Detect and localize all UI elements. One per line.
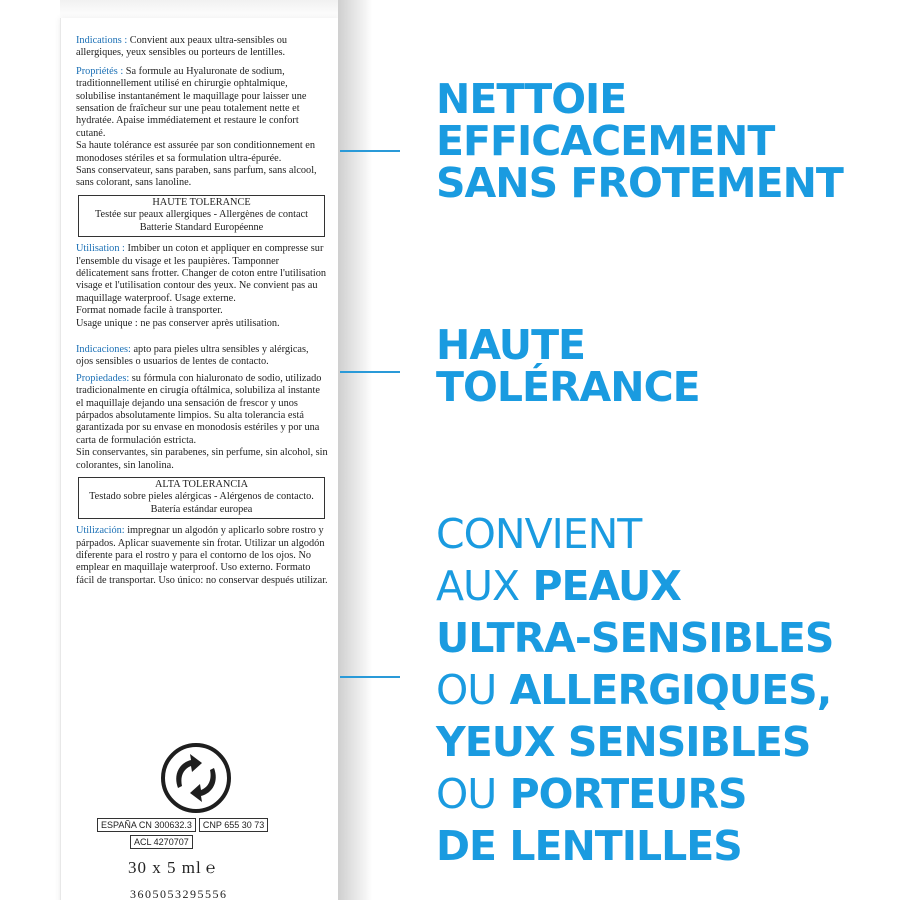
box-top-edge <box>60 0 338 18</box>
claim-skin <box>436 508 833 872</box>
es-usage <box>76 525 328 587</box>
claim3-line5: YEUX SENSIBLES <box>436 718 811 766</box>
claim2-line2: TOLÉRANCE <box>436 363 700 411</box>
fr-tolerance-box <box>78 195 325 237</box>
claim2-line1: HAUTE <box>436 321 586 369</box>
volume <box>128 858 216 878</box>
claim-cleanses <box>436 75 843 207</box>
fr-tolerance-text: Sa haute tolérance est assurée par son conditionnement en monodoses stériles et sa formulation ultra-épurée. <box>76 140 316 164</box>
claim3-line4 <box>436 664 833 716</box>
fr-properties <box>76 66 328 140</box>
es-indications-text: apto para pieles ultra sensibles y alérgicas, ojos sensibles o usuarios de lentes de contacto. <box>76 343 309 368</box>
es-indications <box>76 344 328 369</box>
es-tolerance-box-text: Testado sobre pieles alérgicas - Alérgenos de contacto. Batería estándar europea <box>89 491 314 515</box>
claim3-line2 <box>436 560 833 612</box>
fr-tolerance-box-text: Testée sur peaux allergiques - Allergènes de contact Batterie Standard Européenne <box>94 209 309 233</box>
es-usage-text: impregnar un algodón y aplicarlo sobre rostro y párpados. Aplicar suavemente sin frotar. Utilizar un algodón diferente para el rostro y para el contorno de los ojos. No emplear en maquillaje waterproof. Uso externo. Formato fácil de transportar. Uso único: no conservar después utilizar. <box>76 525 328 586</box>
pointer-line-3 <box>340 676 400 678</box>
es-tolerance-box-title: ALTA TOLERANCIA <box>154 479 249 490</box>
claim3-line6-bold: PORTEURS <box>509 770 747 818</box>
pointer-line-2 <box>340 371 400 373</box>
es-usage-label: Utilización: <box>76 525 125 537</box>
barcode-number: 3605053295556 <box>130 887 228 900</box>
fr-properties-label: Propriétés : <box>76 65 124 77</box>
es-indications-label: Indicaciones: <box>76 343 131 355</box>
claim3-line7: DE LENTILLES <box>436 822 742 870</box>
fr-usage-text: Imbiber un coton et appliquer en compresse sur l'ensemble du visage et les paupières. Tamponner délicatement sans frotter. Changer de coton entre l'utilisation visage et l'utilisation contour des yeux. Ne convient pas au maquillage waterproof. Usage externe. <box>76 243 327 304</box>
fr-usage <box>76 243 328 305</box>
fr-properties-text: Sa formule au Hyaluronate de sodium, traditionnellement utilisé en chirurgie ophtalmique, solubilise instantanément le maquillage pour laisser une sensation de fraîcheur sur une peau totalement nette et hydratée. Apaise immédiatement et restaure le confort cutané. <box>76 65 307 139</box>
fr-free-from: Sans conservateur, sans paraben, sans parfum, sans alcool, sans colorant, sans lanoline. <box>76 165 317 189</box>
green-dot-recycle-icon <box>160 742 232 814</box>
es-tolerance-box <box>78 477 325 519</box>
pointer-line-1 <box>340 150 400 152</box>
fr-indications-label: Indications : <box>76 35 128 46</box>
claim3-line6 <box>436 768 833 820</box>
claim1-line2: EFFICACEMENT <box>436 117 775 165</box>
claim3-line2-bold: PEAUX <box>532 562 681 610</box>
es-free-from: Sin conservantes, sin parabenes, sin perfume, sin alcohol, sin colorantes, sin lanolina. <box>76 447 328 471</box>
fr-single-use: Usage unique : ne pas conserver après utilisation. <box>76 317 280 329</box>
claim3-line1: CONVIENT <box>436 510 642 558</box>
fr-tolerance-box-title: HAUTE TOLERANCE <box>152 196 251 208</box>
fr-format: Format nomade facile à transporter. <box>76 305 223 317</box>
claim3-line3: ULTRA-SENSIBLES <box>436 614 834 662</box>
claim-tolerance <box>436 321 700 411</box>
product-label-text <box>76 35 328 587</box>
fr-indications <box>76 35 328 60</box>
claim3-line4-bold: ALLERGIQUES, <box>509 666 832 714</box>
claim3-line2-thin: AUX <box>436 562 520 610</box>
claim1-line1: NETTOIE <box>436 75 627 123</box>
claim1-line3: SANS FROTEMENT <box>436 159 843 207</box>
fr-usage-label: Utilisation : <box>76 243 125 255</box>
product-codes <box>97 818 307 850</box>
es-properties-text: su fórmula con hialuronato de sodio, utilizado tradicionalmente en cirugía oftálmica, solubiliza al instante el maquillaje dejando una sensación de frescor y unos párpados absolutamente limpios. Su alta tolerancia está garantizada por su envase en monodosis estériles y por una carta de formulación estricta. <box>76 372 322 446</box>
code-row <box>97 818 307 832</box>
claim3-line4-thin: OU <box>436 666 497 714</box>
code-spain: ESPAÑA CN 300632.3 <box>97 818 196 832</box>
es-properties <box>76 373 328 447</box>
claim3-line6-thin: OU <box>436 770 497 818</box>
es-properties-label: Propiedades: <box>76 372 130 384</box>
fr-indications-text: Convient aux peaux ultra-sensibles ou allergiques, yeux sensibles ou porteurs de lentilles. <box>76 35 288 59</box>
estimated-sign: ℮ <box>205 860 217 877</box>
volume-text: 30 x 5 ml <box>128 858 202 877</box>
code-cnp: CNP 655 30 73 <box>199 818 268 832</box>
code-acl: ACL 4270707 <box>130 835 193 849</box>
box-side-shadow <box>338 0 372 900</box>
